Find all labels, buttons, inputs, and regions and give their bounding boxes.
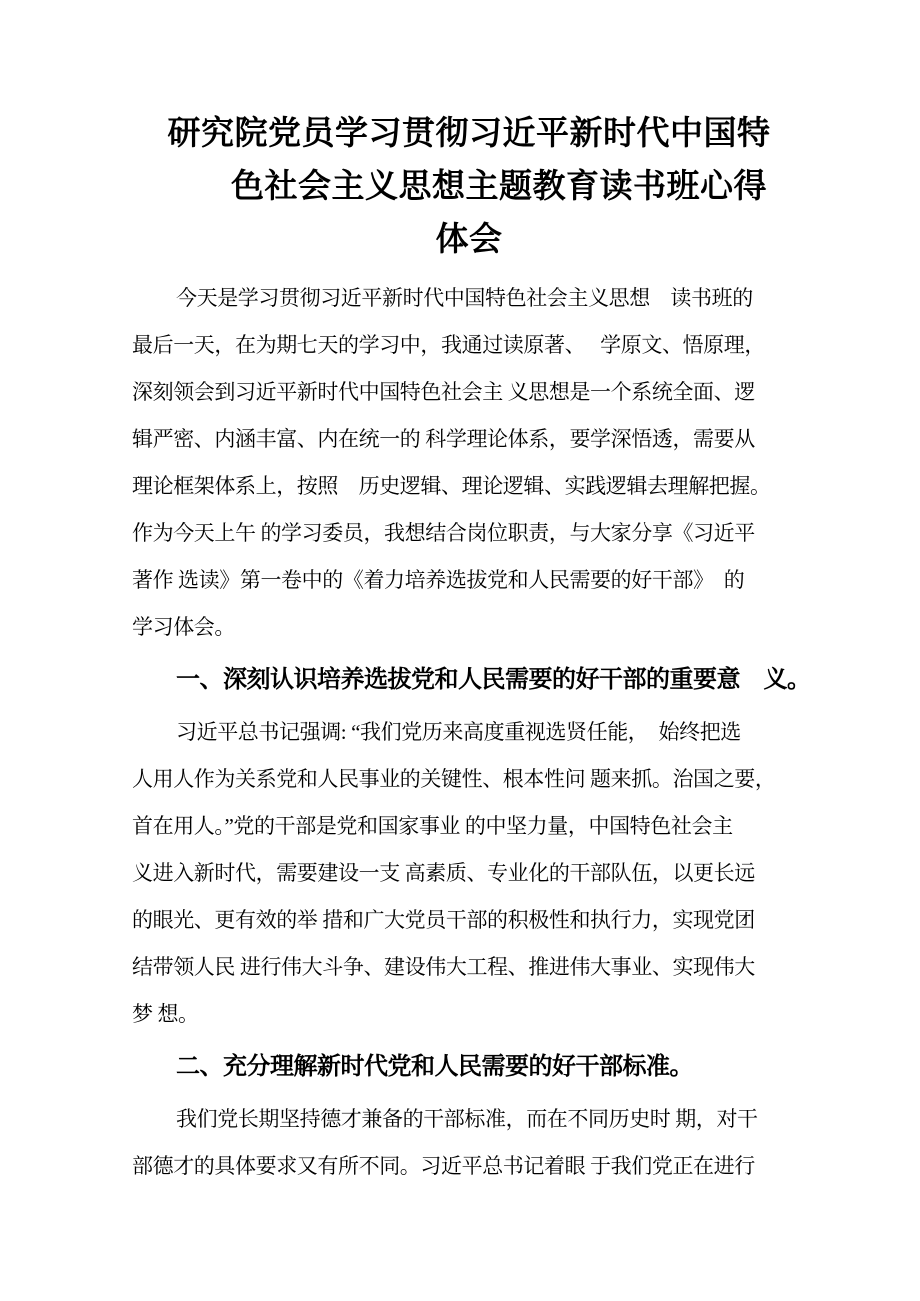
paragraph-line: 著作 选读》第一卷中的《着力培养选拔党和人民需要的好干部》 的 bbox=[132, 568, 745, 592]
paragraph-line: 结带领人民 进行伟大斗争、建设伟大工程、推进伟大事业、实现伟大 bbox=[132, 955, 755, 979]
document-title bbox=[132, 106, 806, 265]
paragraph-line: 部德才的具体要求又有所不同。习近平总书记着眼 于我们党正在进行 bbox=[132, 1154, 755, 1178]
paragraph-line: 我们党长期坚持德才兼备的干部标准，而在不同历史时 期，对干 bbox=[176, 1107, 758, 1131]
paragraph-line: 的眼光、更有效的举 措和广大党员干部的积极性和执行力，实现党团 bbox=[132, 908, 755, 932]
paragraph-line: 首在用人。”党的干部是党和国家事业 的中坚力量，中国特色社会主 bbox=[132, 814, 733, 838]
paragraph-line: 习近平总书记强调: “我们党历来高度重视选贤任能， 始终把选 bbox=[176, 720, 741, 744]
paragraph-line: 辑严密、内涵丰富、内在统一的 科学理论体系，要学深悟透，需要从 bbox=[132, 427, 755, 451]
paragraph-line: 理论框架体系上，按照 历史逻辑、理论逻辑、实践逻辑去理解把握。 bbox=[132, 474, 771, 498]
paragraph-line: 深刻领会到习近平新时代中国特色社会主 义思想是一个系统全面、逻 bbox=[132, 380, 755, 404]
section-heading: 二、充分理解新时代党和人民需要的好干部标准。 bbox=[176, 1053, 693, 1080]
paragraph-line: 梦 想。 bbox=[132, 1002, 199, 1026]
title-line: 体会 bbox=[435, 220, 503, 257]
paragraph-line: 义进入新时代，需要建设一支 高素质、专业化的干部队伍，以更长远 bbox=[132, 861, 755, 885]
section-heading: 一、深刻认识培养选拔党和人民需要的好干部的重要意 义。 bbox=[176, 666, 811, 693]
document-body bbox=[132, 275, 811, 1190]
title-line: 研究院党员学习贯彻习近平新时代中国特 bbox=[167, 114, 771, 151]
paragraph-line: 学习体会。 bbox=[132, 615, 235, 639]
paragraph-line: 最后一天，在为期七天的学习中，我通过读原著、 学原文、悟原理， bbox=[132, 333, 765, 357]
paragraph-line: 今天是学习贯彻习近平新时代中国特色社会主义思想 读书班的 bbox=[176, 286, 753, 310]
paragraph-line: 人用人作为关系党和人民事业的关键性、根本性问 题来抓。治国之要， bbox=[132, 767, 776, 791]
title-line: 色社会主义思想主题教育读书班心得 bbox=[231, 167, 767, 204]
paragraph-line: 作为今天上午 的学习委员，我想结合岗位职责，与大家分享《习近平 bbox=[132, 521, 755, 545]
